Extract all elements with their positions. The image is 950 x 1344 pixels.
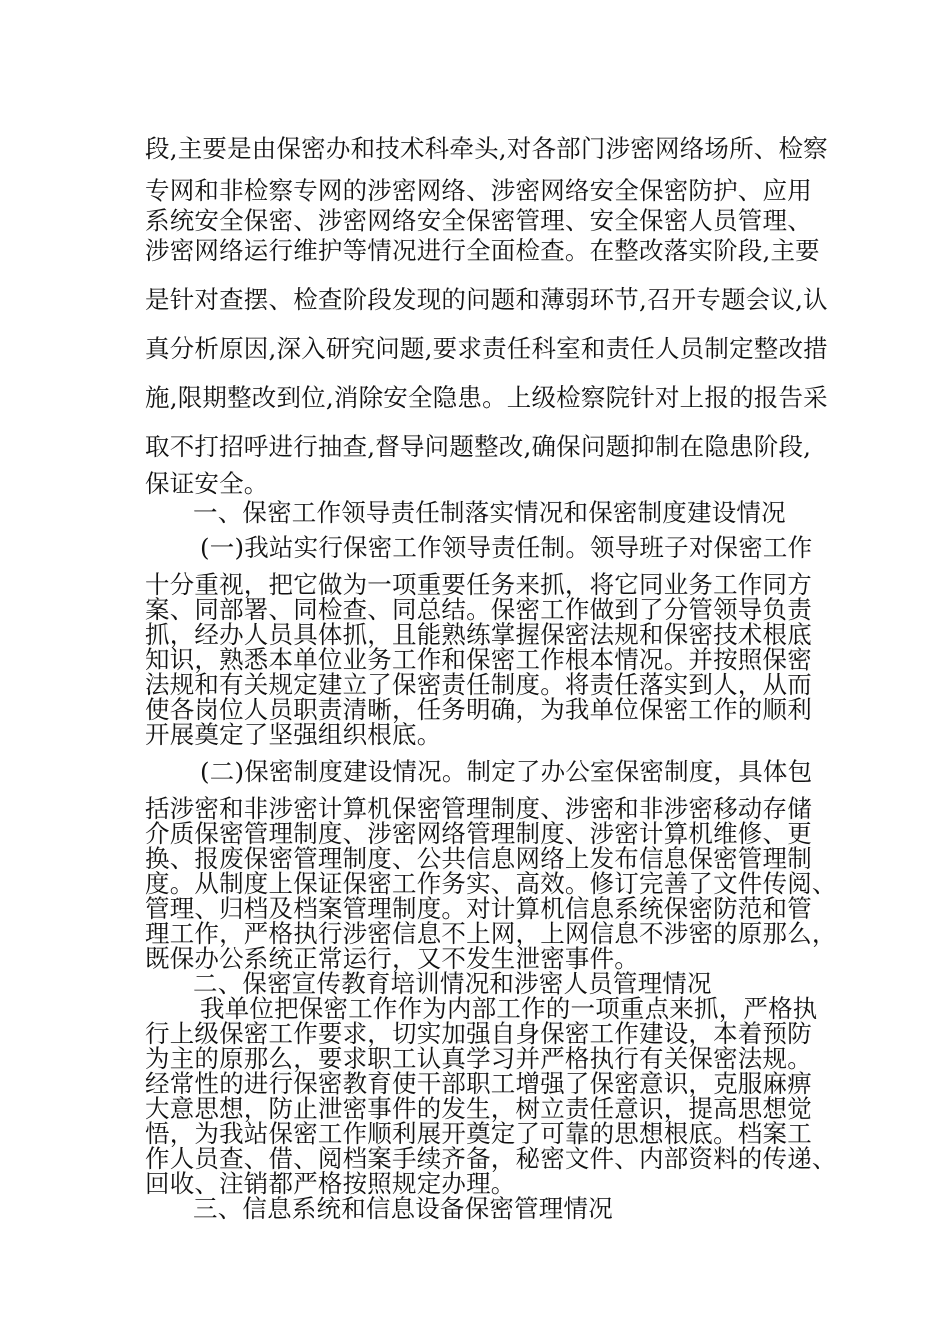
body-line: 行上级保密工作要求，切实加强自身保密工作建设，本着预防 <box>145 1019 812 1048</box>
body-line: 括涉密和非涉密计算机保密管理制度、涉密和非涉密移动存储 <box>145 794 812 823</box>
body-line: 知识，熟悉本单位业务工作和保密工作根本情况。并按照保密 <box>145 645 812 674</box>
section-heading: 三、信息系统和信息设备保密管理情况 <box>193 1194 613 1223</box>
body-line: 回收、注销都严格按照规定办理。 <box>145 1169 516 1198</box>
body-line: 作人员查、借、阅档案手续齐备，秘密文件、内部资料的传递、 <box>145 1144 837 1173</box>
section-heading: 二、保密宣传教育培训情况和涉密人员管理情况 <box>193 969 712 998</box>
body-line: 十分重视，把它做为一项重要任务来抓，将它同业务工作同方 <box>145 570 812 599</box>
body-line: 使各岗位人员职责清晰，任务明确，为我单位保密工作的顺利 <box>145 695 812 724</box>
body-line: 涉密网络运行维护等情况进行全面检查。在整改落实阶段,主要 <box>145 236 820 265</box>
body-line: 管理、归档及档案管理制度。对计算机信息系统保密防范和管 <box>145 894 812 923</box>
section-heading: 一、保密工作领导责任制落实情况和保密制度建设情况 <box>193 498 786 527</box>
body-line: 理工作，严格执行涉密信息不上网，上网信息不涉密的原那么， <box>145 919 837 948</box>
body-line: 我单位把保密工作作为内部工作的一项重点来抓，严格执 <box>200 994 818 1023</box>
body-line: 既保办公系统正常运行，又不发生泄密事件。 <box>145 944 639 973</box>
body-line: 段,主要是由保密办和技术科牵头,对各部门涉密网络场所、检察 <box>145 134 828 163</box>
body-line: 大意思想，防止泄密事件的发生，树立责任意识，提高思想觉 <box>145 1094 812 1123</box>
body-line: 开展奠定了坚强组织根底。 <box>145 720 442 749</box>
subsection-heading: (一)我站实行保密工作领导责任制。领导班子对保密工作 <box>200 533 813 562</box>
body-line: 是针对查摆、检查阶段发现的问题和薄弱环节,召开专题会议,认 <box>145 285 828 314</box>
body-line: 悟，为我站保密工作顺利展开奠定了可靠的思想根底。档案工 <box>145 1119 812 1148</box>
body-line: 系统安全保密、涉密网络安全保密管理、安全保密人员管理、 <box>145 206 812 235</box>
body-line: 换、报废保密管理制度、公共信息网络上发布信息保密管理制 <box>145 844 812 873</box>
body-line: 抓，经办人员具体抓，且能熟练掌握保密法规和保密技术根底 <box>145 620 812 649</box>
subsection-heading: (二)保密制度建设情况。制定了办公室保密制度，具体包 <box>200 757 813 786</box>
body-line: 真分析原因,深入研究问题,要求责任科室和责任人员制定整改措 <box>145 334 828 363</box>
body-line: 保证安全。 <box>145 469 269 498</box>
body-line: 施,限期整改到位,消除安全隐患。上级检察院针对上报的报告采 <box>145 383 828 412</box>
body-line: 专网和非检察专网的涉密网络、涉密网络安全保密防护、应用 <box>145 176 812 205</box>
body-line: 度。从制度上保证保密工作务实、高效。修订完善了文件传阅、 <box>145 869 837 898</box>
body-line: 为主的原那么，要求职工认真学习并严格执行有关保密法规。 <box>145 1044 812 1073</box>
body-line: 经常性的进行保密教育使干部职工增强了保密意识，克服麻痹 <box>145 1069 812 1098</box>
body-line: 介质保密管理制度、涉密网络管理制度、涉密计算机维修、更 <box>145 819 812 848</box>
body-line: 取不打招呼进行抽查,督导问题整改,确保问题抑制在隐患阶段, <box>145 432 812 461</box>
body-line: 法规和有关规定建立了保密责任制度。将责任落实到人，从而 <box>145 670 812 699</box>
body-line: 案、同部署、同检查、同总结。保密工作做到了分管领导负责 <box>145 595 812 624</box>
